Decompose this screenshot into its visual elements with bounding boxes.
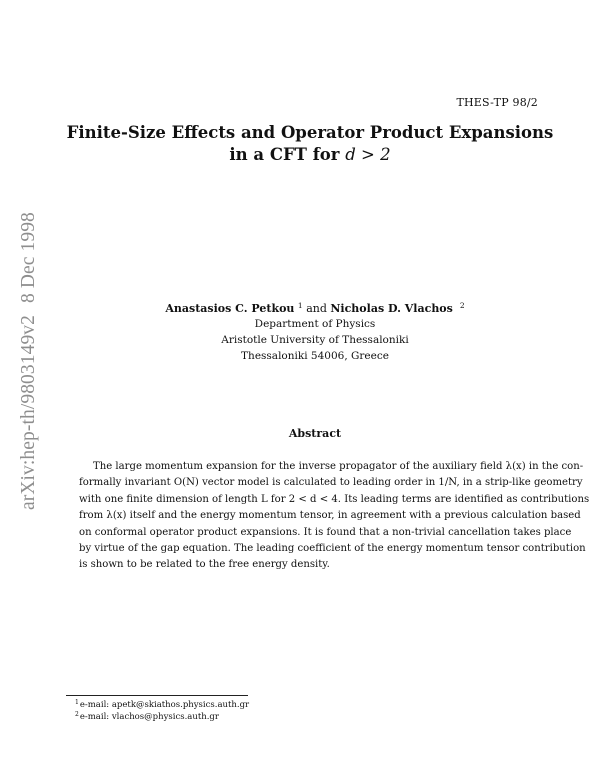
title-math: d > 2 [345, 145, 391, 164]
footnote-1-text: e-mail: apetk@skiathos.physics.auth.gr [79, 700, 250, 710]
footnote-2-mark: 2 [75, 711, 79, 718]
footnote-2-text: e-mail: vlachos@physics.auth.gr [79, 712, 219, 722]
affiliation-university: Aristotle University of Thessaloniki [221, 334, 409, 346]
report-number: THES-TP 98/2 [456, 96, 538, 109]
abstract-line: on conformal operator product expansions. It is found that a non-trivial cancellation takes place [79, 526, 572, 538]
abstract-line: formally invariant O(N) vector model is calculated to leading order in 1/N, in a strip-like geometry [79, 477, 583, 489]
footnote-1 [75, 699, 249, 711]
abstract-line: with one finite dimension of length L for 2 < d < 4. Its leading terms are identified as contributions [79, 493, 590, 505]
affiliation [40, 316, 590, 364]
abstract-line: by virtue of the gap equation. The leading coefficient of the energy momentum tensor contribution [79, 543, 586, 555]
author-connector: and [306, 302, 327, 315]
footnotes [75, 699, 249, 723]
author-line [40, 301, 590, 317]
footnote-2 [75, 711, 249, 723]
title-line-1: Finite-Size Effects and Operator Product Expansions [66, 123, 554, 142]
footnote-1-mark: 1 [75, 699, 79, 706]
abstract-body [79, 459, 590, 574]
abstract-line: The large momentum expansion for the inverse propagator of the auxiliary field λ(x) in the con- [93, 461, 584, 472]
footnote-divider [66, 695, 248, 696]
author-2: Nicholas D. Vlachos [330, 302, 453, 315]
author-2-footnote-mark: 2 [459, 301, 465, 310]
author-1-footnote-mark: 1 [297, 301, 303, 310]
abstract-heading: Abstract [288, 427, 342, 440]
title-line-2 [40, 144, 580, 166]
title-line-2-text: in a CFT for [229, 145, 346, 164]
arxiv-date: 8 Dec 1998 [18, 212, 39, 303]
paper-title [40, 122, 580, 166]
affiliation-address: Thessaloniki 54006, Greece [241, 350, 389, 362]
author-1: Anastasios C. Petkou [165, 302, 295, 315]
arxiv-id: arXiv:hep-th/9803149v2 [18, 314, 39, 510]
abstract-line: is shown to be related to the free energy density. [79, 559, 330, 571]
abstract-line: from λ(x) itself and the energy momentum tensor, in agreement with a previous calculation based [79, 510, 581, 522]
affiliation-department: Department of Physics [254, 318, 376, 330]
